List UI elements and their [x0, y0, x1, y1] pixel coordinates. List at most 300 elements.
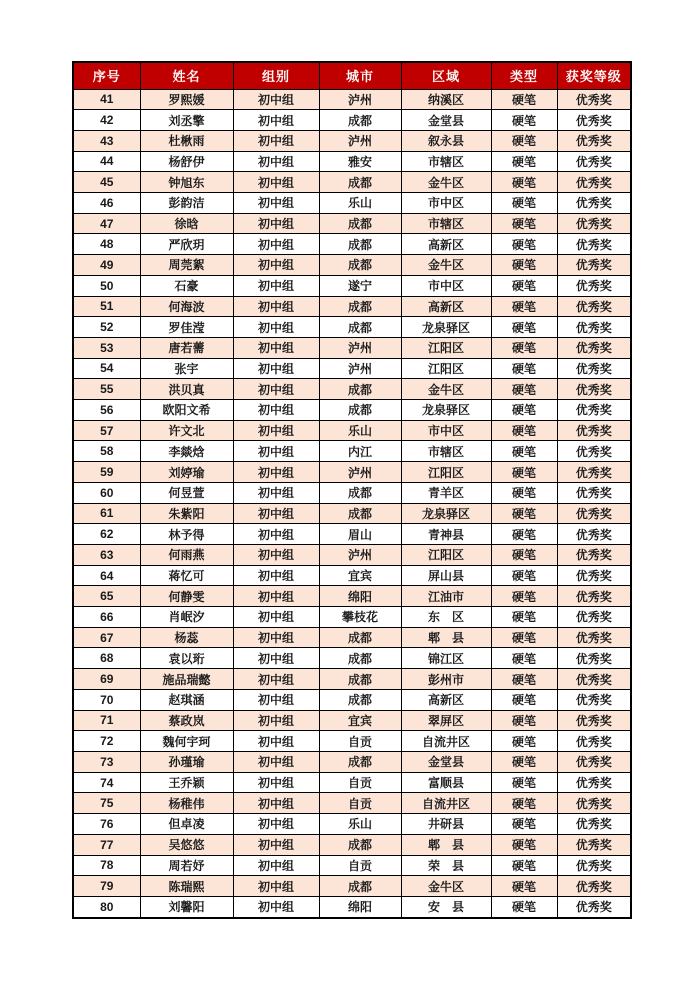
- table-row: [73, 814, 631, 835]
- table-row: [73, 379, 631, 400]
- table-cell-name: 杜楸雨: [140, 130, 233, 151]
- table-row: [73, 731, 631, 752]
- table-cell-type: 硬笔: [491, 358, 557, 379]
- table-cell-name: 施品瑞懿: [140, 669, 233, 690]
- table-cell-name: 但卓凌: [140, 814, 233, 835]
- table-cell-district: 金堂县: [401, 752, 491, 773]
- table-cell-award: 优秀奖: [557, 876, 631, 897]
- table-cell-name: 孙瑾瑜: [140, 752, 233, 773]
- table-cell-type: 硬笔: [491, 855, 557, 876]
- table-cell-district: 翠屏区: [401, 710, 491, 731]
- table-cell-name: 唐若薷: [140, 337, 233, 358]
- table-cell-award: 优秀奖: [557, 337, 631, 358]
- table-cell-name: 蔡政岚: [140, 710, 233, 731]
- table-cell-index: 52: [73, 317, 140, 338]
- table-cell-district: 郫 县: [401, 834, 491, 855]
- table-cell-city: 内江: [319, 441, 401, 462]
- table-cell-district: 市辖区: [401, 441, 491, 462]
- table-cell-index: 49: [73, 255, 140, 276]
- table-cell-city: 成都: [319, 482, 401, 503]
- table-cell-district: 安 县: [401, 896, 491, 918]
- table-row: [73, 275, 631, 296]
- table-cell-name: 刘婷瑜: [140, 462, 233, 483]
- table-cell-index: 55: [73, 379, 140, 400]
- table-cell-index: 42: [73, 110, 140, 131]
- table-cell-district: 江油市: [401, 586, 491, 607]
- table-cell-index: 76: [73, 814, 140, 835]
- table-cell-index: 64: [73, 565, 140, 586]
- table-row: [73, 296, 631, 317]
- table-cell-district: 自流井区: [401, 793, 491, 814]
- table-cell-award: 优秀奖: [557, 275, 631, 296]
- table-row: [73, 110, 631, 131]
- table-cell-city: 成都: [319, 234, 401, 255]
- table-cell-type: 硬笔: [491, 627, 557, 648]
- table-row: [73, 151, 631, 172]
- table-cell-city: 成都: [319, 255, 401, 276]
- table-row: [73, 524, 631, 545]
- table-cell-index: 68: [73, 648, 140, 669]
- table-cell-city: 成都: [319, 752, 401, 773]
- table-cell-type: 硬笔: [491, 400, 557, 421]
- table-cell-type: 硬笔: [491, 876, 557, 897]
- table-cell-district: 金堂县: [401, 110, 491, 131]
- table-cell-district: 金牛区: [401, 172, 491, 193]
- table-row: [73, 255, 631, 276]
- table-cell-city: 乐山: [319, 420, 401, 441]
- table-cell-award: 优秀奖: [557, 379, 631, 400]
- table-cell-city: 自贡: [319, 772, 401, 793]
- table-row: [73, 586, 631, 607]
- table-cell-district: 龙泉驿区: [401, 503, 491, 524]
- table-cell-group: 初中组: [233, 110, 319, 131]
- table-row: [73, 441, 631, 462]
- table-cell-type: 硬笔: [491, 213, 557, 234]
- table-cell-city: 自贡: [319, 793, 401, 814]
- column-header-district: 区域: [401, 62, 491, 89]
- table-cell-name: 杨稚伟: [140, 793, 233, 814]
- table-cell-index: 79: [73, 876, 140, 897]
- table-cell-name: 魏何宇珂: [140, 731, 233, 752]
- column-header-name: 姓名: [140, 62, 233, 89]
- table-cell-type: 硬笔: [491, 793, 557, 814]
- table-cell-type: 硬笔: [491, 379, 557, 400]
- table-cell-district: 高新区: [401, 296, 491, 317]
- table-cell-city: 成都: [319, 669, 401, 690]
- table-cell-type: 硬笔: [491, 607, 557, 628]
- table-cell-name: 徐晗: [140, 213, 233, 234]
- table-cell-name: 蒋忆可: [140, 565, 233, 586]
- table-cell-type: 硬笔: [491, 482, 557, 503]
- table-cell-group: 初中组: [233, 420, 319, 441]
- table-cell-district: 高新区: [401, 689, 491, 710]
- table-row: [73, 462, 631, 483]
- table-cell-index: 66: [73, 607, 140, 628]
- table-cell-group: 初中组: [233, 586, 319, 607]
- table-cell-city: 成都: [319, 648, 401, 669]
- table-cell-name: 朱紫阳: [140, 503, 233, 524]
- table-cell-index: 54: [73, 358, 140, 379]
- table-cell-index: 63: [73, 544, 140, 565]
- table-cell-award: 优秀奖: [557, 255, 631, 276]
- table-cell-index: 43: [73, 130, 140, 151]
- table-cell-type: 硬笔: [491, 151, 557, 172]
- table-cell-index: 60: [73, 482, 140, 503]
- table-row: [73, 337, 631, 358]
- table-cell-index: 75: [73, 793, 140, 814]
- table-body: [73, 89, 631, 918]
- table-cell-group: 初中组: [233, 317, 319, 338]
- table-cell-award: 优秀奖: [557, 317, 631, 338]
- table-cell-name: 彭韵洁: [140, 193, 233, 214]
- table-cell-group: 初中组: [233, 503, 319, 524]
- table-cell-group: 初中组: [233, 772, 319, 793]
- table-cell-city: 泸州: [319, 462, 401, 483]
- table-cell-district: 纳溪区: [401, 89, 491, 110]
- table-cell-award: 优秀奖: [557, 731, 631, 752]
- table-cell-group: 初中组: [233, 379, 319, 400]
- table-cell-index: 67: [73, 627, 140, 648]
- table-cell-name: 石豪: [140, 275, 233, 296]
- table-cell-city: 成都: [319, 317, 401, 338]
- table-cell-award: 优秀奖: [557, 710, 631, 731]
- table-cell-city: 成都: [319, 110, 401, 131]
- table-cell-award: 优秀奖: [557, 462, 631, 483]
- table-cell-award: 优秀奖: [557, 172, 631, 193]
- table-cell-award: 优秀奖: [557, 586, 631, 607]
- table-row: [73, 855, 631, 876]
- table-cell-city: 乐山: [319, 193, 401, 214]
- table-cell-award: 优秀奖: [557, 482, 631, 503]
- table-cell-name: 欧阳文希: [140, 400, 233, 421]
- table-cell-type: 硬笔: [491, 296, 557, 317]
- table-cell-name: 罗佳滢: [140, 317, 233, 338]
- table-cell-group: 初中组: [233, 441, 319, 462]
- table-cell-type: 硬笔: [491, 89, 557, 110]
- table-cell-award: 优秀奖: [557, 607, 631, 628]
- table-cell-group: 初中组: [233, 710, 319, 731]
- table-row: [73, 834, 631, 855]
- table-cell-district: 井研县: [401, 814, 491, 835]
- table-cell-type: 硬笔: [491, 814, 557, 835]
- table-row: [73, 710, 631, 731]
- table-cell-group: 初中组: [233, 400, 319, 421]
- table-row: [73, 172, 631, 193]
- table-cell-city: 成都: [319, 503, 401, 524]
- table-cell-index: 70: [73, 689, 140, 710]
- table-cell-district: 市辖区: [401, 151, 491, 172]
- table-cell-type: 硬笔: [491, 834, 557, 855]
- table-cell-district: 市中区: [401, 193, 491, 214]
- table-cell-index: 46: [73, 193, 140, 214]
- table-cell-name: 何海波: [140, 296, 233, 317]
- table-cell-group: 初中组: [233, 565, 319, 586]
- table-row: [73, 793, 631, 814]
- table-cell-award: 优秀奖: [557, 151, 631, 172]
- table-cell-index: 62: [73, 524, 140, 545]
- table-cell-index: 59: [73, 462, 140, 483]
- table-cell-city: 成都: [319, 379, 401, 400]
- table-cell-index: 41: [73, 89, 140, 110]
- table-row: [73, 689, 631, 710]
- table-cell-group: 初中组: [233, 462, 319, 483]
- table-cell-city: 眉山: [319, 524, 401, 545]
- table-cell-index: 73: [73, 752, 140, 773]
- table-cell-city: 成都: [319, 213, 401, 234]
- table-row: [73, 896, 631, 918]
- table-cell-name: 袁以珩: [140, 648, 233, 669]
- table-cell-index: 77: [73, 834, 140, 855]
- table-cell-award: 优秀奖: [557, 420, 631, 441]
- table-cell-city: 泸州: [319, 544, 401, 565]
- table-cell-type: 硬笔: [491, 648, 557, 669]
- table-cell-group: 初中组: [233, 524, 319, 545]
- table-cell-type: 硬笔: [491, 462, 557, 483]
- table-cell-award: 优秀奖: [557, 834, 631, 855]
- table-cell-index: 69: [73, 669, 140, 690]
- table-cell-district: 金牛区: [401, 255, 491, 276]
- table-cell-type: 硬笔: [491, 275, 557, 296]
- table-cell-type: 硬笔: [491, 565, 557, 586]
- table-cell-award: 优秀奖: [557, 89, 631, 110]
- table-cell-award: 优秀奖: [557, 627, 631, 648]
- table-cell-index: 57: [73, 420, 140, 441]
- table-cell-district: 郫 县: [401, 627, 491, 648]
- table-cell-name: 林予得: [140, 524, 233, 545]
- table-cell-name: 肖岷汐: [140, 607, 233, 628]
- table-cell-index: 71: [73, 710, 140, 731]
- table-cell-name: 刘馨阳: [140, 896, 233, 918]
- table-cell-city: 雅安: [319, 151, 401, 172]
- table-cell-type: 硬笔: [491, 524, 557, 545]
- table-cell-group: 初中组: [233, 731, 319, 752]
- table-cell-name: 严欣玥: [140, 234, 233, 255]
- table-cell-type: 硬笔: [491, 772, 557, 793]
- table-cell-award: 优秀奖: [557, 193, 631, 214]
- table-cell-district: 青神县: [401, 524, 491, 545]
- table-cell-index: 53: [73, 337, 140, 358]
- table-cell-city: 宜宾: [319, 710, 401, 731]
- table-cell-city: 自贡: [319, 855, 401, 876]
- table-cell-name: 钟旭东: [140, 172, 233, 193]
- table-cell-group: 初中组: [233, 275, 319, 296]
- table-cell-award: 优秀奖: [557, 524, 631, 545]
- table-cell-city: 自贡: [319, 731, 401, 752]
- table-cell-district: 高新区: [401, 234, 491, 255]
- table-cell-award: 优秀奖: [557, 358, 631, 379]
- table-cell-award: 优秀奖: [557, 400, 631, 421]
- table-cell-award: 优秀奖: [557, 648, 631, 669]
- table-cell-city: 绵阳: [319, 586, 401, 607]
- table-cell-city: 遂宁: [319, 275, 401, 296]
- table-cell-award: 优秀奖: [557, 213, 631, 234]
- table-cell-district: 屏山县: [401, 565, 491, 586]
- table-cell-type: 硬笔: [491, 317, 557, 338]
- table-row: [73, 503, 631, 524]
- table-cell-city: 成都: [319, 627, 401, 648]
- table-cell-index: 80: [73, 896, 140, 918]
- table-cell-city: 乐山: [319, 814, 401, 835]
- table-cell-district: 青羊区: [401, 482, 491, 503]
- table-cell-city: 成都: [319, 400, 401, 421]
- table-cell-group: 初中组: [233, 130, 319, 151]
- table-row: [73, 772, 631, 793]
- awards-table: [72, 61, 632, 919]
- table-row: [73, 648, 631, 669]
- table-row: [73, 89, 631, 110]
- table-cell-name: 洪贝真: [140, 379, 233, 400]
- table-cell-index: 47: [73, 213, 140, 234]
- table-cell-type: 硬笔: [491, 420, 557, 441]
- table-cell-index: 44: [73, 151, 140, 172]
- table-cell-group: 初中组: [233, 213, 319, 234]
- table-cell-district: 金牛区: [401, 379, 491, 400]
- table-cell-index: 48: [73, 234, 140, 255]
- table-cell-district: 市中区: [401, 275, 491, 296]
- table-cell-index: 58: [73, 441, 140, 462]
- table-cell-name: 吴悠悠: [140, 834, 233, 855]
- table-cell-group: 初中组: [233, 193, 319, 214]
- table-row: [73, 213, 631, 234]
- table-cell-index: 65: [73, 586, 140, 607]
- table-cell-name: 王乔颖: [140, 772, 233, 793]
- table-cell-award: 优秀奖: [557, 855, 631, 876]
- table-row: [73, 669, 631, 690]
- table-cell-group: 初中组: [233, 607, 319, 628]
- table-cell-district: 彭州市: [401, 669, 491, 690]
- table-cell-type: 硬笔: [491, 193, 557, 214]
- table-cell-city: 成都: [319, 876, 401, 897]
- table-cell-name: 杨舒伊: [140, 151, 233, 172]
- table-cell-award: 优秀奖: [557, 793, 631, 814]
- table-cell-city: 绵阳: [319, 896, 401, 918]
- table-cell-type: 硬笔: [491, 110, 557, 131]
- table-cell-group: 初中组: [233, 669, 319, 690]
- table-cell-award: 优秀奖: [557, 130, 631, 151]
- table-row: [73, 565, 631, 586]
- table-cell-index: 56: [73, 400, 140, 421]
- table-cell-group: 初中组: [233, 793, 319, 814]
- table-cell-award: 优秀奖: [557, 752, 631, 773]
- table-row: [73, 627, 631, 648]
- table-cell-district: 东 区: [401, 607, 491, 628]
- table-cell-award: 优秀奖: [557, 544, 631, 565]
- table-cell-group: 初中组: [233, 752, 319, 773]
- table-cell-district: 叙永县: [401, 130, 491, 151]
- table-cell-type: 硬笔: [491, 130, 557, 151]
- table-cell-name: 罗熙媛: [140, 89, 233, 110]
- table-cell-district: 市辖区: [401, 213, 491, 234]
- table-cell-name: 李燚焓: [140, 441, 233, 462]
- table-cell-city: 成都: [319, 172, 401, 193]
- table-cell-district: 荣 县: [401, 855, 491, 876]
- table-cell-district: 市中区: [401, 420, 491, 441]
- table-cell-award: 优秀奖: [557, 441, 631, 462]
- table-cell-name: 刘丞擎: [140, 110, 233, 131]
- table-cell-type: 硬笔: [491, 234, 557, 255]
- table-cell-name: 陈瑞熙: [140, 876, 233, 897]
- table-row: [73, 234, 631, 255]
- table-cell-name: 周若妤: [140, 855, 233, 876]
- table-cell-type: 硬笔: [491, 337, 557, 358]
- table-cell-group: 初中组: [233, 234, 319, 255]
- table-cell-index: 45: [73, 172, 140, 193]
- table-cell-index: 72: [73, 731, 140, 752]
- table-cell-group: 初中组: [233, 482, 319, 503]
- table-row: [73, 876, 631, 897]
- table-cell-type: 硬笔: [491, 544, 557, 565]
- table-cell-name: 何雨燕: [140, 544, 233, 565]
- table-cell-index: 61: [73, 503, 140, 524]
- table-cell-district: 自流井区: [401, 731, 491, 752]
- column-header-group: 组别: [233, 62, 319, 89]
- table-cell-city: 泸州: [319, 89, 401, 110]
- table-cell-district: 江阳区: [401, 544, 491, 565]
- table-cell-district: 龙泉驿区: [401, 400, 491, 421]
- table-cell-index: 50: [73, 275, 140, 296]
- table-cell-award: 优秀奖: [557, 503, 631, 524]
- table-cell-city: 成都: [319, 834, 401, 855]
- table-row: [73, 317, 631, 338]
- table-cell-type: 硬笔: [491, 586, 557, 607]
- table-cell-city: 泸州: [319, 130, 401, 151]
- table-cell-type: 硬笔: [491, 689, 557, 710]
- table-cell-group: 初中组: [233, 255, 319, 276]
- table-header-row: [73, 62, 631, 89]
- table-cell-index: 78: [73, 855, 140, 876]
- table-cell-district: 江阳区: [401, 462, 491, 483]
- column-header-type: 类型: [491, 62, 557, 89]
- table-cell-district: 富顺县: [401, 772, 491, 793]
- table-cell-name: 何静雯: [140, 586, 233, 607]
- table-cell-group: 初中组: [233, 627, 319, 648]
- table-cell-type: 硬笔: [491, 503, 557, 524]
- table-row: [73, 358, 631, 379]
- table-cell-award: 优秀奖: [557, 234, 631, 255]
- table-cell-city: 泸州: [319, 337, 401, 358]
- table-cell-index: 51: [73, 296, 140, 317]
- table-cell-type: 硬笔: [491, 669, 557, 690]
- column-header-award: 获奖等级: [557, 62, 631, 89]
- table-cell-district: 金牛区: [401, 876, 491, 897]
- table-cell-group: 初中组: [233, 296, 319, 317]
- table-cell-group: 初中组: [233, 89, 319, 110]
- table-row: [73, 752, 631, 773]
- table-cell-district: 江阳区: [401, 337, 491, 358]
- table-cell-group: 初中组: [233, 358, 319, 379]
- table-cell-index: 74: [73, 772, 140, 793]
- table-cell-type: 硬笔: [491, 172, 557, 193]
- table-cell-award: 优秀奖: [557, 689, 631, 710]
- table-cell-group: 初中组: [233, 689, 319, 710]
- column-header-city: 城市: [319, 62, 401, 89]
- table-cell-group: 初中组: [233, 337, 319, 358]
- table-row: [73, 482, 631, 503]
- table-row: [73, 400, 631, 421]
- column-header-index: 序号: [73, 62, 140, 89]
- table-cell-city: 攀枝花: [319, 607, 401, 628]
- table-cell-award: 优秀奖: [557, 814, 631, 835]
- table-cell-name: 杨蕊: [140, 627, 233, 648]
- table-cell-award: 优秀奖: [557, 772, 631, 793]
- table-cell-name: 周莞絮: [140, 255, 233, 276]
- table-cell-type: 硬笔: [491, 896, 557, 918]
- table-cell-type: 硬笔: [491, 731, 557, 752]
- table-row: [73, 420, 631, 441]
- table-cell-award: 优秀奖: [557, 110, 631, 131]
- table-cell-name: 许文北: [140, 420, 233, 441]
- table-cell-group: 初中组: [233, 814, 319, 835]
